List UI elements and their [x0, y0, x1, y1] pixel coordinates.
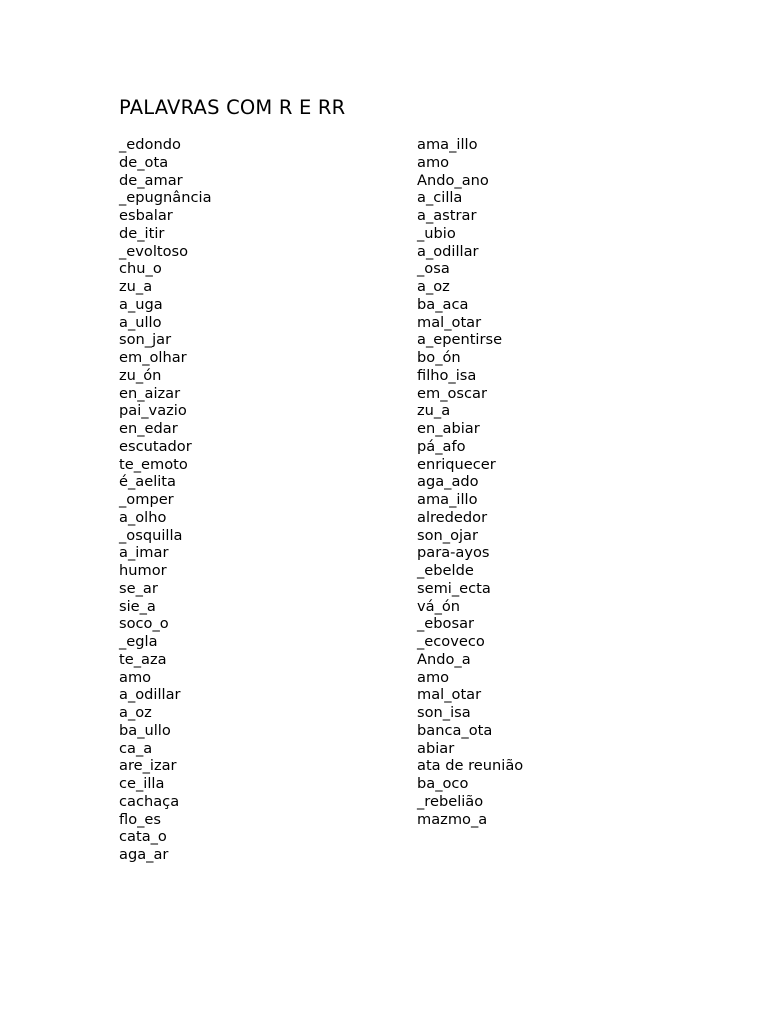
word-item: son_ojar — [417, 526, 479, 544]
word-item: de_amar — [119, 171, 183, 189]
word-item: a_oz — [119, 704, 152, 721]
word-item: mal_otar — [417, 686, 482, 704]
page-title: PALAVRAS COM R E RR — [119, 96, 346, 119]
word-item: vá_ón — [417, 597, 461, 615]
word-item: a_imar — [119, 544, 169, 562]
word-item: ama_illo — [417, 136, 478, 153]
word-item: de_itir — [119, 224, 165, 242]
word-item: alrededor — [417, 508, 488, 526]
word-item: _epugnância — [119, 189, 212, 207]
word-item: _ecoveco — [417, 633, 485, 650]
word-item: flo_es — [119, 810, 161, 828]
word-item: _osa — [417, 260, 450, 278]
word-item: de_ota — [119, 153, 169, 171]
word-item: chu_o — [119, 260, 162, 278]
word-item: _evoltoso — [119, 242, 189, 260]
word-item: cata_o — [119, 828, 167, 846]
word-item: _rebelião — [417, 792, 484, 810]
word-item: se_ar — [119, 579, 158, 597]
word-item: aga_ar — [119, 846, 169, 863]
word-item: mazmo_a — [417, 810, 488, 828]
word-item: ba_aca — [417, 295, 469, 313]
word-item: ce_illa — [119, 775, 165, 792]
word-item: _egla — [119, 633, 158, 650]
word-item: a_uga — [119, 295, 163, 313]
word-item: _omper — [119, 491, 174, 508]
word-item: a_odillar — [119, 686, 181, 704]
word-item: semi_ecta — [417, 579, 491, 597]
word-item: en_edar — [119, 420, 178, 437]
word-item: soco_o — [119, 615, 169, 633]
word-list-right — [417, 136, 523, 828]
word-item: Ando_ano — [417, 171, 489, 189]
word-item: sie_a — [119, 597, 156, 615]
word-item: enriquecer — [417, 455, 496, 473]
word-item: mal_otar — [417, 313, 482, 331]
word-item: em_oscar — [417, 384, 487, 402]
word-item: Ando_a — [417, 650, 471, 668]
word-item: esbalar — [119, 207, 173, 224]
word-item: en_aizar — [119, 384, 181, 402]
word-item: abiar — [417, 739, 455, 757]
word-item: a_ullo — [119, 313, 162, 331]
word-item: are_izar — [119, 757, 177, 775]
word-item: a_odillar — [417, 242, 479, 260]
word-item: ba_ullo — [119, 721, 171, 739]
word-item: a_astrar — [417, 207, 477, 224]
word-item: escutador — [119, 437, 192, 455]
word-item: amo — [119, 668, 152, 686]
word-item: _osquilla — [119, 526, 183, 544]
word-item: aga_ado — [417, 473, 479, 491]
word-item: banca_ota — [417, 721, 493, 739]
word-item: ata de reunião — [417, 757, 524, 775]
word-item: bo_ón — [417, 349, 461, 366]
word-item: te_emoto — [119, 455, 188, 473]
word-item: zu_ón — [119, 366, 162, 384]
word-item: cachaça — [119, 792, 180, 810]
word-item: _ebosar — [417, 615, 475, 633]
word-item: _ebelde — [417, 562, 474, 579]
word-item: humor — [119, 562, 167, 579]
word-item: son_jar — [119, 331, 172, 349]
word-item: ba_oco — [417, 775, 469, 792]
word-item: amo — [417, 153, 450, 171]
word-item: a_epentirse — [417, 331, 503, 349]
word-item: amo — [417, 668, 450, 686]
word-item: zu_a — [417, 402, 451, 420]
word-item: pai_vazio — [119, 402, 187, 420]
word-item: te_aza — [119, 650, 167, 668]
word-item: para-ayos — [417, 544, 490, 562]
word-item: son_isa — [417, 704, 471, 721]
word-item: ama_illo — [417, 491, 478, 508]
word-item: zu_a — [119, 278, 153, 295]
word-item: ca_a — [119, 739, 153, 757]
word-list-left — [119, 136, 212, 864]
word-item: a_olho — [119, 508, 167, 526]
word-item: _ubio — [417, 224, 456, 242]
word-item: em_olhar — [119, 349, 187, 366]
word-item: é_aelita — [119, 473, 176, 491]
word-item: a_oz — [417, 278, 450, 295]
word-item: _edondo — [119, 136, 181, 153]
word-item: pá_afo — [417, 437, 466, 455]
word-item: a_cilla — [417, 189, 463, 207]
word-item: en_abiar — [417, 420, 480, 437]
word-item: filho_isa — [417, 366, 477, 384]
